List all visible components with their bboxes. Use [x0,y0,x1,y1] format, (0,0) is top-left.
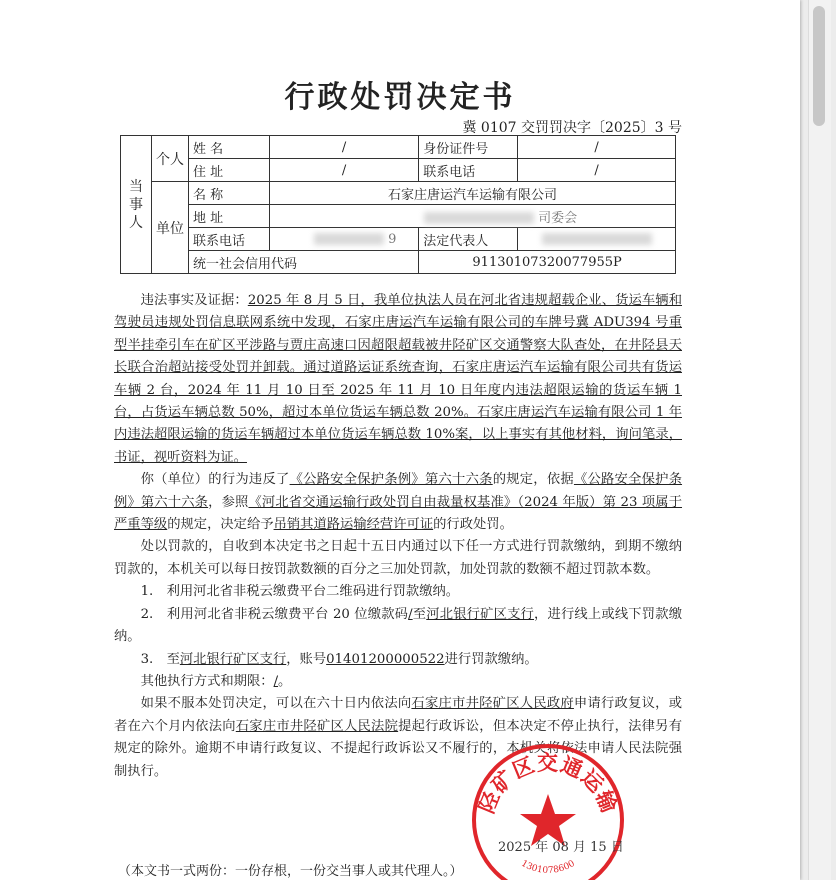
redacted-legal-rep [542,233,652,245]
violation-mid: 的规定，依据 [492,472,574,488]
redacted-address [424,212,534,224]
seal-text: 陉矿区交通运输 [473,750,623,817]
pay3-end: 进行罚款缴纳。 [444,651,538,667]
seal-graphic [470,742,626,880]
facts-label: 违法事实及证据： [140,293,248,308]
legal-rep-label: 法定代表人 [419,228,518,251]
address-label: 住 址 [189,159,270,182]
scrollbar-thumb[interactable] [813,6,825,126]
individual-address: / [270,159,419,182]
redacted-phone [314,233,384,245]
scrollbar-track[interactable] [808,0,831,880]
pay2-code: / [408,606,413,622]
violation-prefix: 你（单位）的行为违反了 [140,472,290,488]
decision-body [114,290,682,783]
other-end: 。 [278,673,292,689]
legal-rep-cell [518,228,676,251]
party-info-table [120,135,676,274]
seal-code: 1301078600 [519,858,577,876]
payment-intro: 处以罚款的，自收到本决定书之日起十五日内通过以下任一方式进行罚款缴纳，到期不缴纳罚款的，本机关可以每日按罚款数额的百分之三加处罚款，加处罚款的数额不超过罚款本数。 [114,539,682,577]
payment-method-2 [114,604,682,649]
penalty: 吊销其道路运输经营许可证 [273,517,434,533]
unit-label: 单位 [152,182,189,274]
decision-end: 的行政处罚。 [433,517,513,533]
pay2-mid: 至 [412,606,427,622]
pay2-bank: 河北银行矿区支行 [426,606,535,622]
appeal-p3: 提起行政诉讼，但本决定不停止执行，法律另有规定的除外。逾期不申请行政复议、不提起行政诉讼又不履行的，本机关将依法申请人民法院强制执行。 [114,718,683,779]
pay2-prefix: 2. 利用河北省非税云缴费平台 20 位缴款码 [140,606,409,622]
unit-phone-cell [270,228,419,251]
violation-paragraph [114,469,682,536]
payment-method-3 [114,649,682,671]
document-title: 行政处罚决定书 [284,80,516,115]
appeal-p2: 申请行政复议，或者在六个月内依法向 [114,696,683,734]
payment-method-1: 1. 利用河北省非税云缴费平台二维码进行罚款缴纳。 [140,584,460,600]
individual-id: / [518,136,676,159]
pay3-mid: ，账号 [286,651,327,667]
credit-code: 91130107320077955P [419,251,676,274]
pay3-prefix: 3. 至 [140,651,180,667]
pay3-account: 01401200000522 [326,651,445,667]
footer-note: （本文书一式两份：一份存根，一份交当事人或其代理人。） [118,864,463,879]
reference-law: 《河北省交通运输行政处罚自由裁量权基准》（2024 年版）第 23 项属于严重等级 [114,494,683,533]
unit-name-label: 名 称 [189,182,270,205]
individual-phone: / [518,159,676,182]
unit-phone-label: 联系电话 [189,228,270,251]
unit-address-visible: 司委会 [538,210,578,226]
sign-date: 2025 年 08 月 15 日 [498,840,624,855]
unit-address-label: 地 址 [189,205,270,228]
individual-label: 个人 [152,136,189,182]
individual-name: / [270,136,419,159]
other-execution [114,671,682,693]
appeal-court: 石家庄市井陉矿区人民法院 [235,718,399,734]
unit-name: 石家庄唐运汽车运输有限公司 [270,182,676,205]
phone-label: 联系电话 [419,159,518,182]
party-category-cell [121,136,152,274]
reference-mid: ，参照 [208,494,249,510]
id-label: 身份证件号 [419,136,518,159]
pay2-end: ，进行线上或线下罚款缴纳。 [114,606,682,645]
credit-code-label: 统一社会信用代码 [189,251,419,274]
document-number: 冀 0107 交罚罚决字〔2025〕3 号 [462,120,682,136]
unit-phone-visible: 9 [388,231,397,247]
other-value: / [273,673,279,689]
violation-law: 《公路安全保护条例》第六十六条 [289,472,493,488]
facts-paragraph [114,290,682,469]
pay3-bank: 河北银行矿区支行 [179,651,287,667]
name-label: 姓 名 [189,136,270,159]
party-category-label: 当事人 [129,178,143,231]
basis-law: 《公路安全保护条例》第六十六条 [114,472,683,510]
appeal-gov: 石家庄市井陉矿区人民政府 [411,696,574,712]
unit-address-cell [270,205,676,228]
other-prefix: 其他执行方式和期限： [140,673,274,689]
decision-mid: 的规定，决定给予 [167,517,274,533]
facts-text: 2025 年 8 月 5 日，我单位执法人员在河北省违规超载企业、货运车辆和驾驶员违规处罚信息联网系统中发现，石家庄唐运汽车运输有限公司的车牌号冀 ADU394 号重型半挂牵引车在矿区平涉路与贾庄高速口因超限超载被井陉矿区交通警察大队查处，在井陉县天长联合治超站接受处罚并卸载。通过道路运证系统查询，石家庄唐运汽车运输有限公司共有货运车辆 2 台，2024 年 11 月 10 日至 2025 年 11 月 10 日年度内违法超限运输的货运车辆 1 台，占货运车辆总数 50%，超过本单位货运车辆总数 20%。石家庄唐运汽车运输有限公司 1 年内违法超限运输的货运车辆超过本单位货运车辆总数 10%案，以上事实有其他材料，询问笔录，书证，视听资料为证。 [114,293,682,465]
appeal-p1: 如果不服本处罚决定，可以在六十日内依法向 [140,696,412,712]
